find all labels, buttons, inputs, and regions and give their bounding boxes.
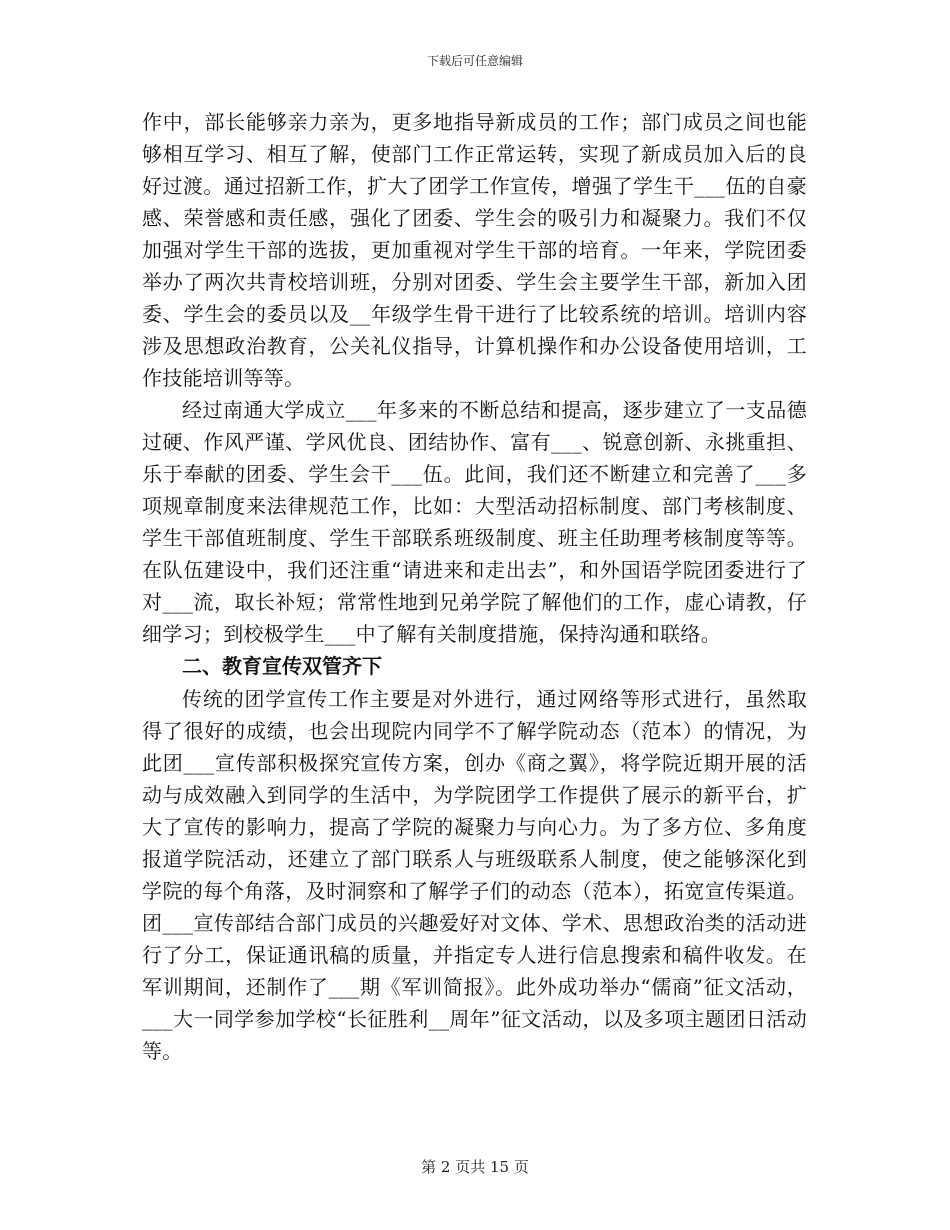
paragraph-2: 经过南通大学成立___年多来的不断总结和提高，逐步建立了一支品德过硬、作风严谨、学风优良、团结协作、富有___、锐意创新、永挑重担、乐于奉献的团委、学生会干___伍。此间，我们还不断建立和完善了___多项规章制度来法律规范工作，比如：大型活动招标制度、部门考核制度、学生干部值班制度、学生干部联系班级制度、班主任助理考核制度等等。在队伍建设中，我们还注重“请进来和走出去”，和外国语学院团委进行了对___流，取长补短；常常性地到兄弟学院了解他们的工作，虚心请教，仔细学习；到校极学生___中了解有关制度措施，保持沟通和联络。 [142, 398, 807, 646]
document-body [142, 106, 807, 1067]
paragraph-3: 传统的团学宣传工作主要是对外进行，通过网络等形式进行，虽然取得了很好的成绩，也会出现院内同学不了解学院动态（范本）的情况，为此团___宣传部积极探究宣传方案，创办《商之翼》，将学院近期开展的活动与成效融入到同学的生活中，为学院团学工作提供了展示的新平台，扩大了宣传的影响力，提高了学院的凝聚力与向心力。为了多方位、多角度报道学院活动，还建立了部门联系人与班级联系人制度，使之能够深化到学院的每个角落，及时洞察和了解学子们的动态（范本），拓宽宣传渠道。团___宣传部结合部门成员的兴趣爱好对文体、学术、思想政治类的活动进行了分工，保证通讯稿的质量，并指定专人进行信息搜索和稿件收发。在军训期间，还制作了___期《军训简报》。此外成功举办“儒商”征文活动，___大一同学参加学校“长征胜利__周年”征文活动，以及多项主题团日活动等。 [142, 687, 807, 1063]
paragraph-1: 作中，部长能够亲力亲为，更多地指导新成员的工作；部门成员之间也能够相互学习、相互了解，使部门工作正常运转，实现了新成员加入后的良好过渡。通过招新工作，扩大了团学工作宣传，增强了学生干___伍的自豪感、荣誉感和责任感，强化了团委、学生会的吸引力和凝聚力。我们不仅加强对学生干部的选拔，更加重视对学生干部的培育。一年来，学院团委举办了两次共青校培训班，分别对团委、学生会主要学生干部，新加入团委、学生会的委员以及__年级学生骨干进行了比较系统的培训。培训内容涉及思想政治教育，公关礼仪指导，计算机操作和办公设备使用培训，工作技能培训等等。 [142, 110, 807, 390]
page-footer: 第 2 页共 15 页 [421, 1158, 529, 1176]
section-heading: 二、教育宣传双管齐下 [182, 654, 382, 678]
page-header: 下载后可任意编辑 [426, 54, 523, 68]
